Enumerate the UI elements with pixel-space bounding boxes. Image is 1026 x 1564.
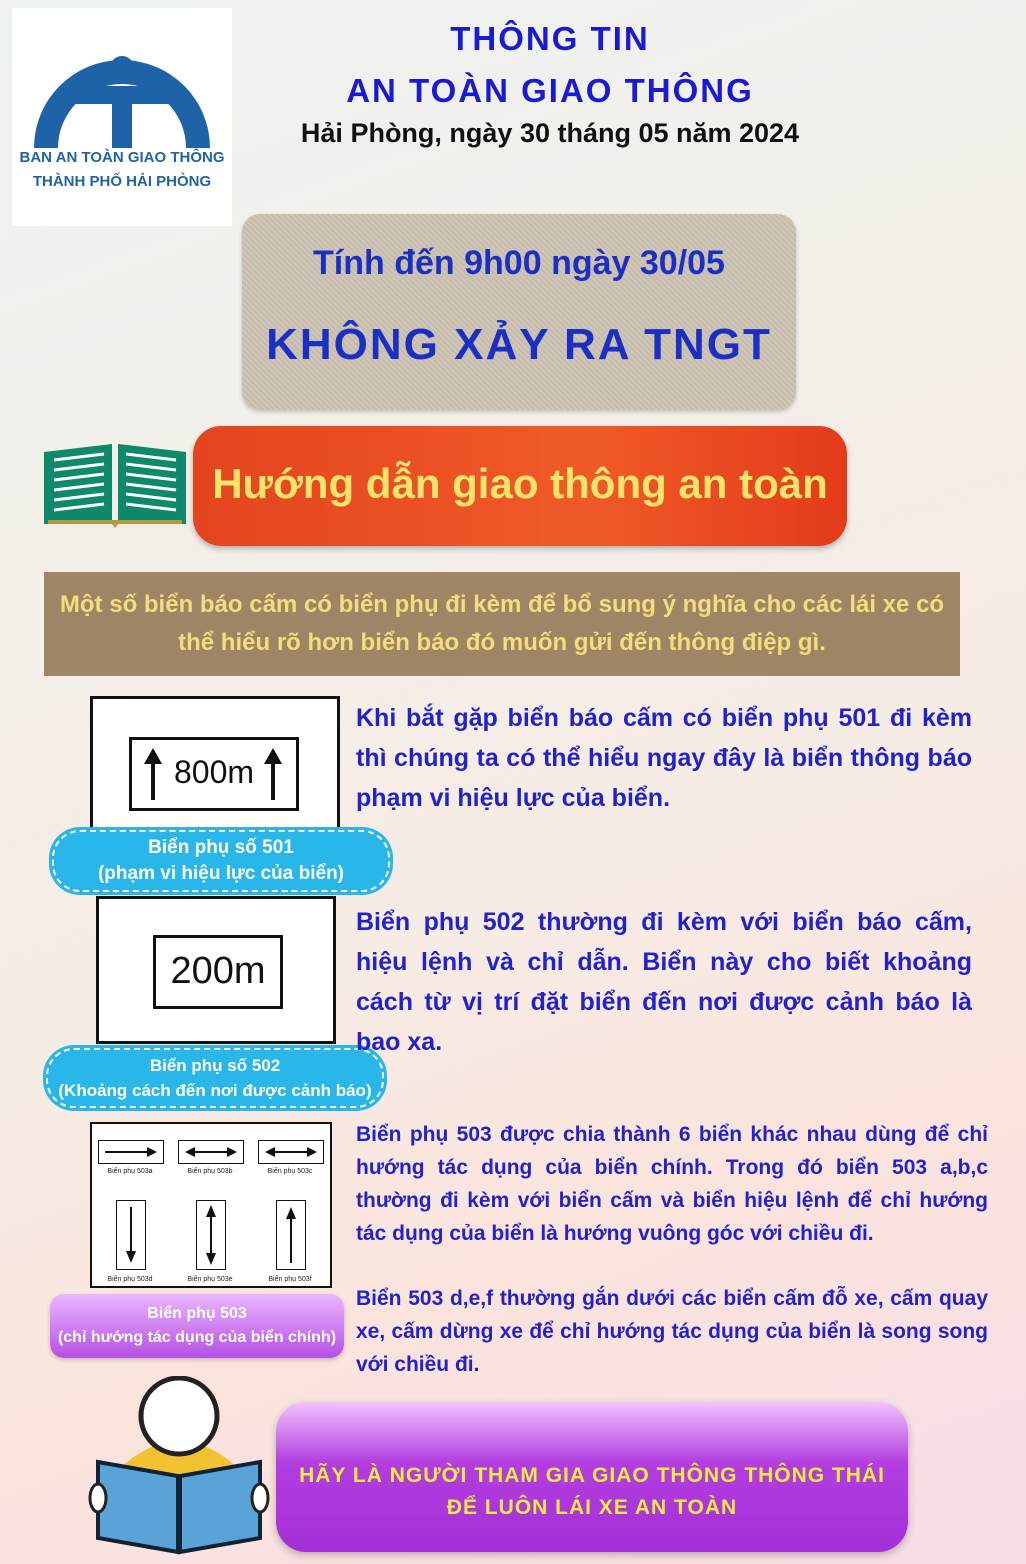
sign-503c-plate [258, 1140, 324, 1164]
sign-501-label [52, 830, 390, 892]
sign-503b-plate [178, 1140, 244, 1164]
sign-502-plate [153, 935, 283, 1009]
footer-banner [276, 1402, 908, 1552]
sign-503-label-line1: Biển phụ 503 [147, 1305, 247, 1322]
sign-501-text: 800m [173, 754, 255, 790]
sign-503-description-1: Biển phụ 503 được chia thành 6 biển khác nhau dùng để chỉ hướng tác dụng của biển chính. Trong đó biển 503 a,b,c thường đi kèm với biển cấm và biển hiệu lệnh để chỉ hướng tác dụng của biển là hướng vuông góc với chiều đi. [356, 1123, 988, 1245]
date-line: Hải Phòng, ngày 30 tháng 05 năm 2024 [300, 118, 800, 148]
sign-503b-caption: Biển phụ 503b [187, 1168, 233, 1175]
sign-501-label-line1: Biển phụ số 501 [148, 837, 294, 858]
footer-line2: ĐỂ LUÔN LÁI XE AN TOÀN [446, 1496, 738, 1519]
sign-501-plate [129, 737, 299, 811]
sign-502-label-line1: Biển phụ số 502 [149, 1056, 281, 1075]
sign-502-description: Biển phụ 502 thường đi kèm với biển báo cấm, hiệu lệnh và chỉ dẫn. Biển này cho biết khoảng cách từ vị trí đặt biển đến nơi được cảnh báo là bao xa. [356, 908, 972, 1056]
sign-503d-plate [116, 1200, 146, 1270]
intro-box [44, 572, 960, 676]
logo-line2: THÀNH PHỐ HẢI PHÒNG [32, 173, 212, 190]
arrow-down-icon [117, 1201, 145, 1269]
sign-503f-caption: Biển phụ 503f [268, 1276, 312, 1283]
sign-502-label [46, 1048, 384, 1108]
sign-503-image [90, 1122, 332, 1288]
sign-503-label [50, 1294, 344, 1358]
arrow-left-right-icon [259, 1141, 323, 1163]
footer-line1: HÃY LÀ NGƯỜI THAM GIA GIAO THÔNG THÔNG THÁI [299, 1464, 885, 1487]
status-subtitle: Tính đến 9h00 ngày 30/05 [313, 244, 725, 282]
logo [12, 8, 232, 226]
arrow-up-icon [277, 1201, 305, 1269]
logo-line1: BAN AN TOÀN GIAO THÔNG [19, 149, 225, 166]
sign-503a-caption: Biển phụ 503a [107, 1168, 153, 1175]
arrow-up-icon [144, 748, 162, 800]
sign-503e-caption: Biển phụ 503e [187, 1276, 233, 1283]
arrow-left-right-icon [179, 1141, 243, 1163]
intro-text: Một số biển báo cấm có biển phụ đi kèm để bổ sung ý nghĩa cho các lái xe có thể hiểu rõ hơn biển báo đó muốn gửi đến thông điệp gì. [59, 591, 945, 656]
logo-emblem-icon [26, 30, 218, 148]
page-title-line1: THÔNG TIN [450, 20, 650, 57]
arrow-right-icon [99, 1141, 163, 1163]
page-title-line2: AN TOÀN GIAO THÔNG [346, 72, 754, 109]
status-card [242, 214, 796, 410]
footer-slogan [276, 1460, 908, 1524]
sign-502-label-line2: (Khoảng cách đến nơi được cảnh báo) [58, 1081, 372, 1100]
guide-banner-text: Hướng dẫn giao thông an toàn [212, 460, 828, 507]
open-book-icon [40, 440, 190, 528]
sign-503f-plate [276, 1200, 306, 1270]
arrow-up-down-icon [197, 1201, 225, 1269]
sign-501-label-line2: (phạm vi hiệu lực của biển) [97, 863, 345, 884]
sign-503e-plate [196, 1200, 226, 1270]
sign-501-image [90, 696, 340, 842]
guide-banner [193, 426, 847, 546]
arrow-up-icon [264, 748, 282, 800]
sign-501-description: Khi bắt gặp biển báo cấm có biển phụ 501 đi kèm thì chúng ta có thể hiểu ngay đây là biển thông báo phạm vi hiệu lực của biển. [356, 704, 972, 812]
sign-503c-caption: Biển phụ 503c [267, 1168, 313, 1175]
status-headline: KHÔNG XẢY RA TNGT [266, 320, 772, 369]
sign-503d-caption: Biển phụ 503d [107, 1276, 153, 1283]
sign-503-label-line2: (chỉ hướng tác dụng của biển chính) [57, 1329, 337, 1346]
sign-502-text: 200m [170, 950, 266, 992]
reader-illustration-icon [84, 1376, 274, 1556]
sign-503a-plate [98, 1140, 164, 1164]
sign-503-description-2: Biển 503 d,e,f thường gắn dưới các biển cấm đỗ xe, cấm quay xe, cấm dừng xe để chỉ hướng tác dụng của biển là song song với chiều đi. [356, 1287, 988, 1376]
sign-502-image [96, 896, 336, 1044]
